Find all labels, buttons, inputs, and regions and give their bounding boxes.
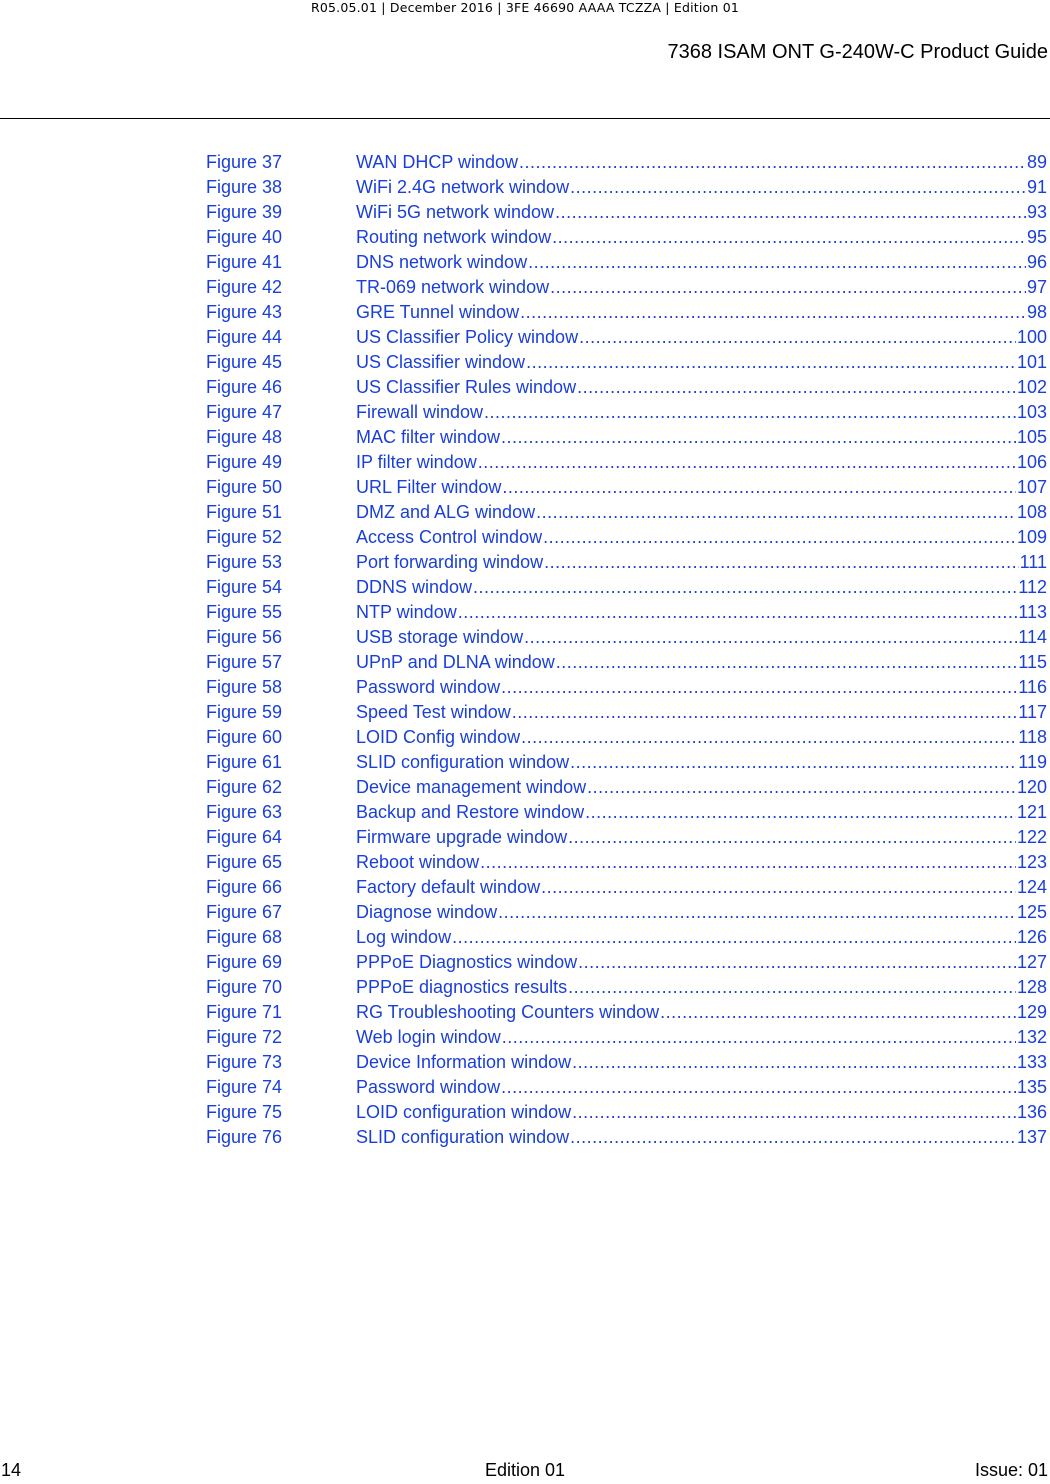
toc-entry-page[interactable]: 95 (1026, 227, 1047, 247)
toc-entry-title[interactable]: RG Troubleshooting Counters window (356, 1002, 660, 1022)
toc-dot-leader (568, 825, 1016, 850)
list-of-figures (206, 150, 1047, 1150)
toc-entry-page[interactable]: 109 (1016, 527, 1047, 547)
toc-dot-leader (585, 800, 1016, 825)
toc-entry-title[interactable]: US Classifier window (356, 352, 526, 372)
toc-entry-label[interactable]: Figure 45 (206, 352, 283, 372)
toc-entry-title[interactable]: Log window (356, 927, 452, 947)
toc-entry-label[interactable]: Figure 69 (206, 952, 283, 972)
toc-dot-leader (552, 225, 1026, 250)
toc-entry-label[interactable]: Figure 72 (206, 1027, 283, 1047)
toc-dot-leader (555, 200, 1026, 225)
toc-entry-title[interactable]: PPPoE Diagnostics window (356, 952, 578, 972)
toc-entry[interactable] (206, 900, 1047, 925)
toc-entry[interactable] (206, 300, 1047, 325)
toc-entry[interactable] (206, 375, 1047, 400)
toc-entry[interactable] (206, 250, 1047, 275)
toc-entry[interactable] (206, 350, 1047, 375)
toc-entry[interactable] (206, 175, 1047, 200)
toc-entry-title[interactable]: Firmware upgrade window (356, 827, 568, 847)
toc-entry-page[interactable]: 101 (1016, 352, 1047, 372)
toc-entry-title[interactable]: URL Filter window (356, 477, 502, 497)
toc-entry[interactable] (206, 1050, 1047, 1075)
toc-entry[interactable] (206, 200, 1047, 225)
toc-entry-title[interactable]: Backup and Restore window (356, 802, 585, 822)
page-footer (0, 1458, 1050, 1482)
toc-dot-leader (544, 550, 1019, 575)
toc-entry-page[interactable]: 135 (1016, 1077, 1047, 1097)
toc-entry-label[interactable]: Figure 75 (206, 1102, 283, 1122)
toc-entry[interactable] (206, 1000, 1047, 1025)
toc-dot-leader (501, 1075, 1016, 1100)
toc-entry-title[interactable]: Factory default window (356, 877, 541, 897)
toc-entry-page[interactable]: 103 (1016, 402, 1047, 422)
toc-entry[interactable] (206, 275, 1047, 300)
toc-entry-title[interactable]: UPnP and DLNA window (356, 652, 555, 672)
toc-entry-label[interactable]: Figure 50 (206, 477, 283, 497)
toc-entry-page[interactable]: 115 (1018, 652, 1047, 672)
toc-entry-label[interactable]: Figure 68 (206, 927, 283, 947)
toc-entry-page[interactable]: 121 (1016, 802, 1047, 822)
toc-entry[interactable] (206, 475, 1047, 500)
toc-entry-title[interactable]: US Classifier Policy window (356, 327, 579, 347)
toc-entry-title[interactable]: USB storage window (356, 627, 524, 647)
toc-entry[interactable] (206, 975, 1047, 1000)
toc-entry[interactable] (206, 550, 1047, 575)
toc-entry-label[interactable]: Figure 53 (206, 552, 283, 572)
toc-entry[interactable] (206, 700, 1047, 725)
toc-entry[interactable] (206, 525, 1047, 550)
toc-entry-label[interactable]: Figure 47 (206, 402, 283, 422)
toc-entry-title[interactable]: Reboot window (356, 852, 480, 872)
toc-entry-page[interactable]: 105 (1016, 427, 1047, 447)
toc-entry-page[interactable]: 108 (1016, 502, 1047, 522)
toc-entry-page[interactable]: 120 (1016, 777, 1047, 797)
toc-entry-title[interactable]: Device Information window (356, 1052, 572, 1072)
toc-entry[interactable] (206, 850, 1047, 875)
toc-entry[interactable] (206, 950, 1047, 975)
toc-entry-page[interactable]: 102 (1016, 377, 1047, 397)
toc-entry[interactable] (206, 725, 1047, 750)
toc-entry[interactable] (206, 400, 1047, 425)
toc-entry-label[interactable]: Figure 61 (206, 752, 283, 772)
document-stamp: R05.05.01 | December 2016 | 3FE 46690 AAAA TCZZA | Edition 01 (310, 0, 740, 15)
toc-dot-leader (536, 500, 1016, 525)
toc-dot-leader (550, 275, 1026, 300)
toc-dot-leader (543, 525, 1016, 550)
toc-entry-label[interactable]: Figure 54 (206, 577, 283, 597)
toc-entry-title[interactable]: WAN DHCP window (356, 152, 519, 172)
toc-entry[interactable] (206, 600, 1047, 625)
toc-entry-title[interactable]: Routing network window (356, 227, 552, 247)
toc-entry-label[interactable]: Figure 51 (206, 502, 283, 522)
toc-entry-title[interactable]: Password window (356, 677, 501, 697)
toc-dot-leader (512, 700, 1018, 725)
toc-entry-label[interactable]: Figure 46 (206, 377, 283, 397)
toc-entry-title[interactable]: Web login window (356, 1027, 501, 1047)
toc-entry-page[interactable]: 98 (1026, 302, 1047, 322)
toc-dot-leader (498, 900, 1016, 925)
toc-dot-leader (541, 875, 1016, 900)
toc-entry-title[interactable]: US Classifier Rules window (356, 377, 577, 397)
toc-entry[interactable] (206, 425, 1047, 450)
toc-entry-label[interactable]: Figure 67 (206, 902, 283, 922)
toc-entry-title[interactable]: TR-069 network window (356, 277, 550, 297)
toc-entry-label[interactable]: Figure 76 (206, 1127, 283, 1147)
toc-entry[interactable] (206, 750, 1047, 775)
toc-dot-leader (519, 150, 1026, 175)
toc-entry-label[interactable]: Figure 63 (206, 802, 283, 822)
toc-entry-page[interactable]: 93 (1026, 202, 1047, 222)
toc-entry[interactable] (206, 1025, 1047, 1050)
toc-entry-label[interactable]: Figure 52 (206, 527, 283, 547)
toc-entry-label[interactable]: Figure 60 (206, 727, 283, 747)
toc-entry-page[interactable]: 113 (1018, 602, 1047, 622)
toc-entry-page[interactable]: 114 (1018, 627, 1047, 647)
toc-entry[interactable] (206, 800, 1047, 825)
toc-dot-leader (528, 250, 1026, 275)
toc-entry-page[interactable]: 112 (1018, 577, 1047, 597)
toc-entry-label[interactable]: Figure 59 (206, 702, 283, 722)
toc-entry-page[interactable]: 97 (1026, 277, 1047, 297)
footer-issue: Issue: 01 (974, 1460, 1048, 1480)
toc-entry-title[interactable]: DNS network window (356, 252, 528, 272)
toc-entry-page[interactable]: 91 (1026, 177, 1047, 197)
toc-dot-leader (524, 625, 1017, 650)
toc-entry-page[interactable]: 116 (1018, 677, 1047, 697)
toc-dot-leader (501, 675, 1017, 700)
toc-entry-page[interactable]: 136 (1016, 1102, 1047, 1122)
toc-entry[interactable] (206, 500, 1047, 525)
footer-edition: Edition 01 (484, 1460, 566, 1480)
toc-entry[interactable] (206, 825, 1047, 850)
toc-entry-page[interactable]: 119 (1018, 752, 1047, 772)
toc-entry-title[interactable]: SLID configuration window (356, 1127, 570, 1147)
toc-entry[interactable] (206, 150, 1047, 175)
toc-entry-label[interactable]: Figure 44 (206, 327, 283, 347)
toc-entry-title[interactable]: MAC filter window (356, 427, 501, 447)
toc-dot-leader (572, 1050, 1016, 1075)
toc-entry-page[interactable]: 123 (1016, 852, 1047, 872)
toc-entry-title[interactable]: NTP window (356, 602, 457, 622)
toc-entry-page[interactable]: 106 (1016, 452, 1047, 472)
toc-entry-label[interactable]: Figure 39 (206, 202, 283, 222)
toc-dot-leader (484, 400, 1016, 425)
toc-entry-title[interactable]: WiFi 2.4G network window (356, 177, 570, 197)
toc-entry[interactable] (206, 650, 1047, 675)
toc-entry-label[interactable]: Figure 40 (206, 227, 283, 247)
toc-entry-title[interactable]: PPPoE diagnostics results (356, 977, 568, 997)
toc-entry-label[interactable]: Figure 64 (206, 827, 283, 847)
toc-entry-title[interactable]: Port forwarding window (356, 552, 544, 572)
toc-entry[interactable] (206, 775, 1047, 800)
toc-entry[interactable] (206, 450, 1047, 475)
toc-entry-page[interactable]: 133 (1016, 1052, 1047, 1072)
toc-entry-page[interactable]: 127 (1016, 952, 1047, 972)
toc-dot-leader (502, 475, 1016, 500)
toc-entry-title[interactable]: Diagnose window (356, 902, 498, 922)
toc-dot-leader (577, 375, 1016, 400)
toc-entry-label[interactable]: Figure 66 (206, 877, 283, 897)
toc-entry-label[interactable]: Figure 74 (206, 1077, 283, 1097)
toc-dot-leader (480, 850, 1016, 875)
toc-entry-title[interactable]: Speed Test window (356, 702, 511, 722)
toc-dot-leader (572, 1100, 1016, 1125)
toc-entry-label[interactable]: Figure 73 (206, 1052, 283, 1072)
toc-entry-page[interactable]: 124 (1016, 877, 1047, 897)
toc-entry-page[interactable]: 125 (1016, 902, 1047, 922)
toc-entry-label[interactable]: Figure 38 (206, 177, 283, 197)
toc-entry[interactable] (206, 575, 1047, 600)
toc-entry-title[interactable]: WiFi 5G network window (356, 202, 555, 222)
toc-entry[interactable] (206, 325, 1047, 350)
toc-entry-label[interactable]: Figure 65 (206, 852, 283, 872)
toc-entry[interactable] (206, 1075, 1047, 1100)
toc-entry-page[interactable]: 129 (1016, 1002, 1047, 1022)
toc-entry-page[interactable]: 107 (1016, 477, 1047, 497)
toc-entry-label[interactable]: Figure 49 (206, 452, 283, 472)
header-divider (0, 118, 1050, 119)
toc-dot-leader (556, 650, 1018, 675)
toc-entry-title[interactable]: Password window (356, 1077, 501, 1097)
toc-dot-leader (501, 425, 1016, 450)
toc-entry-label[interactable]: Figure 58 (206, 677, 283, 697)
page-number: 14 (1, 1460, 22, 1480)
toc-entry-page[interactable]: 126 (1016, 927, 1047, 947)
toc-entry-label[interactable]: Figure 43 (206, 302, 283, 322)
toc-entry[interactable] (206, 225, 1047, 250)
toc-entry[interactable] (206, 675, 1047, 700)
toc-entry-label[interactable]: Figure 55 (206, 602, 283, 622)
toc-entry-label[interactable]: Figure 62 (206, 777, 283, 797)
toc-entry-title[interactable]: IP filter window (356, 452, 477, 472)
toc-dot-leader (587, 775, 1016, 800)
toc-entry-page[interactable]: 89 (1026, 152, 1047, 172)
toc-dot-leader (570, 750, 1017, 775)
toc-dot-leader (526, 350, 1016, 375)
toc-dot-leader (570, 175, 1026, 200)
toc-dot-leader (458, 600, 1018, 625)
toc-dot-leader (521, 725, 1017, 750)
toc-dot-leader (452, 925, 1016, 950)
toc-entry-page[interactable]: 128 (1016, 977, 1047, 997)
toc-dot-leader (660, 1000, 1016, 1025)
toc-dot-leader (478, 450, 1016, 475)
toc-entry-page[interactable]: 117 (1018, 702, 1047, 722)
toc-dot-leader (520, 300, 1026, 325)
toc-entry-page[interactable]: 137 (1016, 1127, 1047, 1147)
toc-entry-title[interactable]: GRE Tunnel window (356, 302, 520, 322)
toc-entry-label[interactable]: Figure 37 (206, 152, 283, 172)
toc-entry[interactable] (206, 625, 1047, 650)
toc-entry-title[interactable]: DMZ and ALG window (356, 502, 536, 522)
toc-entry-label[interactable]: Figure 71 (206, 1002, 283, 1022)
toc-entry-label[interactable]: Figure 57 (206, 652, 283, 672)
toc-entry-title[interactable]: Access Control window (356, 527, 543, 547)
toc-entry-title[interactable]: Firewall window (356, 402, 484, 422)
toc-entry-page[interactable]: 122 (1016, 827, 1047, 847)
toc-entry-label[interactable]: Figure 56 (206, 627, 283, 647)
toc-dot-leader (578, 950, 1016, 975)
toc-entry-title[interactable]: SLID configuration window (356, 752, 570, 772)
toc-entry-label[interactable]: Figure 70 (206, 977, 283, 997)
toc-dot-leader (579, 325, 1016, 350)
toc-entry-title[interactable]: DDNS window (356, 577, 473, 597)
toc-dot-leader (473, 575, 1017, 600)
toc-entry[interactable] (206, 1125, 1047, 1150)
toc-dot-leader (568, 975, 1016, 1000)
toc-entry-title[interactable]: Device management window (356, 777, 587, 797)
toc-entry-label[interactable]: Figure 42 (206, 277, 283, 297)
toc-entry[interactable] (206, 875, 1047, 900)
toc-entry-title[interactable]: LOID configuration window (356, 1102, 572, 1122)
toc-entry-page[interactable]: 118 (1018, 727, 1047, 747)
toc-entry-page[interactable]: 111 (1019, 552, 1047, 572)
toc-entry-page[interactable]: 96 (1026, 252, 1047, 272)
toc-entry-label[interactable]: Figure 41 (206, 252, 283, 272)
toc-entry-label[interactable]: Figure 48 (206, 427, 283, 447)
toc-entry[interactable] (206, 925, 1047, 950)
guide-title: 7368 ISAM ONT G-240W-C Product Guide (667, 41, 1048, 63)
toc-dot-leader (502, 1025, 1016, 1050)
toc-entry-page[interactable]: 100 (1016, 327, 1047, 347)
toc-entry[interactable] (206, 1100, 1047, 1125)
toc-dot-leader (570, 1125, 1016, 1150)
toc-entry-page[interactable]: 132 (1016, 1027, 1047, 1047)
toc-entry-title[interactable]: LOID Config window (356, 727, 521, 747)
